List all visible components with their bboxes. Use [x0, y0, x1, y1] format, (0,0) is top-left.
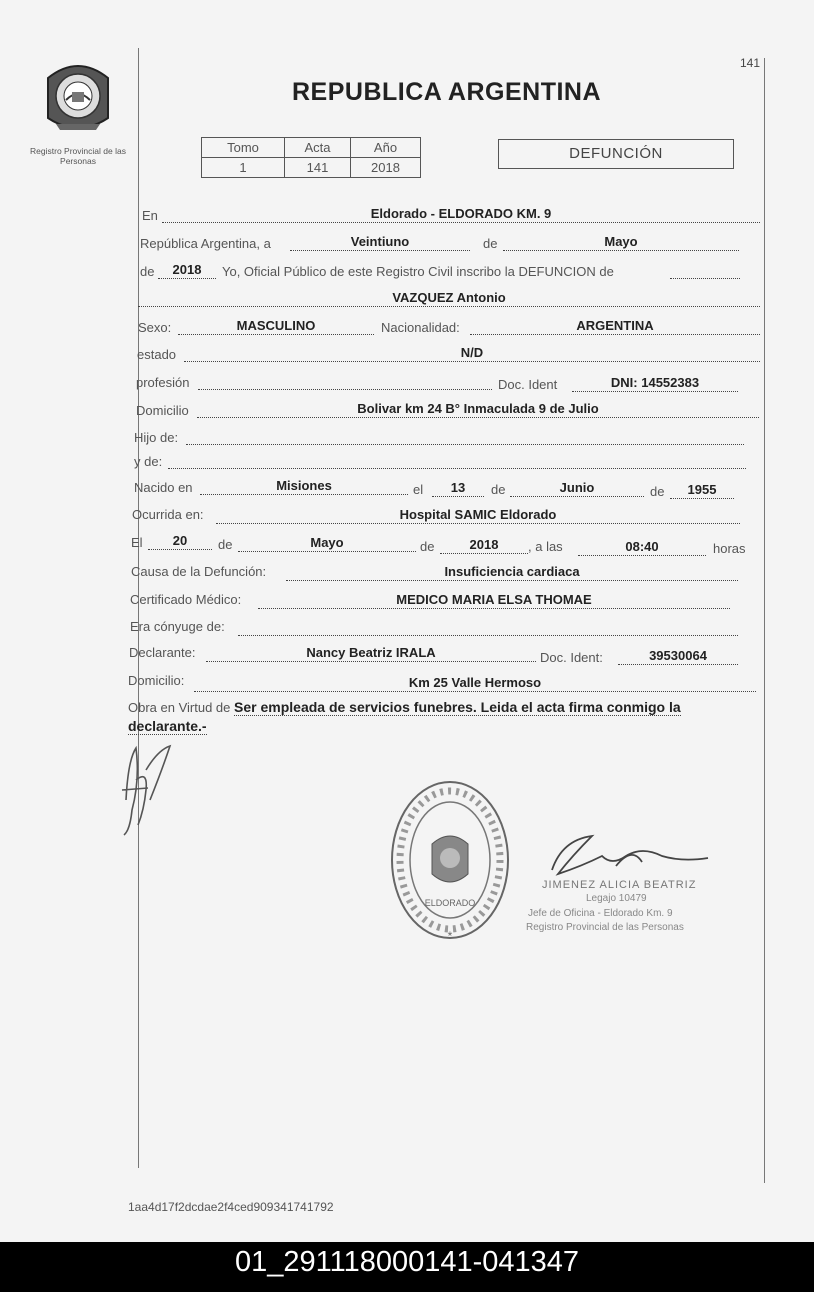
- certificate-field: MEDICO MARIA ELSA THOMAE: [258, 592, 730, 609]
- certificado-label: Certificado Médico:: [130, 592, 242, 607]
- nacionalidad-label: Nacionalidad:: [381, 320, 460, 335]
- causa-label: Causa de la Defunción:: [131, 564, 267, 579]
- el-label-2: El: [131, 535, 143, 550]
- address-field: Bolivar km 24 B° Inmaculada 9 de Julio: [197, 401, 759, 418]
- svg-text:ELDORADO: ELDORADO: [424, 898, 476, 908]
- anio-header: Año: [351, 138, 421, 158]
- tomo-acta-table: [201, 137, 421, 178]
- ocurrida-label: Ocurrida en:: [132, 507, 204, 522]
- anio-value: 2018: [351, 158, 421, 178]
- inscription-text: Yo, Oficial Público de este Registro Civil inscribo la DEFUNCION de: [222, 264, 614, 279]
- declarant-doc-field: 39530064: [618, 648, 738, 665]
- official-stamp-icon: [388, 778, 512, 948]
- death-day-field: 20: [148, 533, 212, 550]
- record-type-box: DEFUNCIÓN: [498, 139, 734, 169]
- page-title: REPUBLICA ARGENTINA: [292, 78, 602, 106]
- inscription-blank: [670, 262, 740, 279]
- svg-text:JIMENEZ ALICIA BEATRIZ: JIMENEZ ALICIA BEATRIZ: [542, 879, 697, 891]
- acta-header: Acta: [285, 138, 351, 158]
- domicilio2-label: Domicilio:: [128, 673, 185, 688]
- de-label-2: de: [140, 264, 155, 279]
- spouse-field: [238, 619, 738, 636]
- y-de-label: y de:: [134, 454, 163, 469]
- de-label-5: de: [218, 537, 233, 552]
- official-signature-icon: [522, 826, 752, 936]
- nacido-label: Nacido en: [134, 480, 193, 495]
- left-margin-line: [138, 48, 139, 1168]
- profesion-label: profesión: [136, 375, 190, 390]
- cause-field: Insuficiencia cardiaca: [286, 564, 738, 581]
- tomo-header: Tomo: [202, 138, 285, 158]
- doc-ident-field: DNI: 14552383: [572, 375, 738, 392]
- provincial-seal-icon: [42, 58, 114, 134]
- civil-status-field: N/D: [184, 345, 760, 362]
- death-year-field: 2018: [440, 537, 528, 554]
- sexo-label: Sexo:: [138, 320, 172, 335]
- death-month-field: Mayo: [238, 535, 416, 552]
- de-label-4: de: [650, 484, 665, 499]
- en-label: En: [142, 208, 158, 223]
- profession-field: [198, 373, 492, 390]
- deceased-name-field: VAZQUEZ Antonio: [138, 290, 760, 307]
- obra-paragraph: [128, 698, 756, 736]
- svg-text:Registro Provincial de las Per: Registro Provincial de las Personas: [526, 922, 684, 933]
- year-field: 2018: [158, 262, 216, 279]
- birthplace-field: Misiones: [200, 478, 408, 495]
- document-hash: 1aa4d17f2dcdae2f4ced909341741792: [128, 1200, 334, 1214]
- sex-field: MASCULINO: [178, 318, 374, 335]
- doc-ident2-label: Doc. Ident:: [540, 650, 603, 665]
- birth-year-field: 1955: [670, 482, 734, 499]
- de-label-6: de: [420, 539, 435, 554]
- right-margin-line: [764, 58, 765, 1183]
- father-field: [186, 428, 744, 445]
- obra-text: Ser empleada de servicios funebres. Leida el acta firma conmigo la declarante.-: [128, 699, 681, 734]
- svg-text:*: *: [447, 929, 453, 943]
- de-label-1: de: [483, 236, 498, 251]
- tomo-value: 1: [202, 158, 285, 178]
- hijo-label: Hijo de:: [134, 430, 179, 445]
- acta-value: 141: [285, 158, 351, 178]
- month-field: Mayo: [503, 234, 739, 251]
- domicilio-label: Domicilio: [136, 403, 189, 418]
- death-place-field: Hospital SAMIC Eldorado: [216, 507, 740, 524]
- birth-month-field: Junio: [510, 480, 644, 497]
- obra-label: Obra en Virtud de: [128, 700, 231, 715]
- conyuge-label: Era cónyuge de:: [130, 619, 225, 634]
- page-number: 141: [740, 56, 761, 70]
- declarant-signature-icon: [118, 740, 188, 840]
- nationality-field: ARGENTINA: [470, 318, 760, 335]
- republica-label: República Argentina, a: [140, 236, 271, 251]
- declarante-label: Declarante:: [129, 645, 196, 660]
- svg-text:Legajo 10479: Legajo 10479: [586, 893, 647, 904]
- horas-label: horas: [713, 541, 746, 556]
- registro-label: Registro Provincial de las Personas: [30, 146, 126, 166]
- birth-day-field: 13: [432, 480, 484, 497]
- de-label-3: de: [491, 482, 506, 497]
- a-las-label: , a las: [528, 539, 563, 554]
- footer-id: 01_291118000141-041347: [234, 1246, 580, 1278]
- death-time-field: 08:40: [578, 539, 706, 556]
- day-text-field: Veintiuno: [290, 234, 470, 251]
- declarant-address-field: Km 25 Valle Hermoso: [194, 675, 756, 692]
- doc-ident-label: Doc. Ident: [498, 377, 558, 392]
- el-label-1: el: [413, 482, 424, 497]
- declarant-field: Nancy Beatriz IRALA: [206, 645, 536, 662]
- mother-field: [168, 452, 746, 469]
- footer-bar: [0, 1242, 814, 1292]
- svg-text:Jefe de Oficina - Eldorado Km.: Jefe de Oficina - Eldorado Km. 9: [528, 908, 673, 919]
- estado-label: estado: [137, 347, 177, 362]
- place-field: Eldorado - ELDORADO KM. 9: [162, 206, 760, 223]
